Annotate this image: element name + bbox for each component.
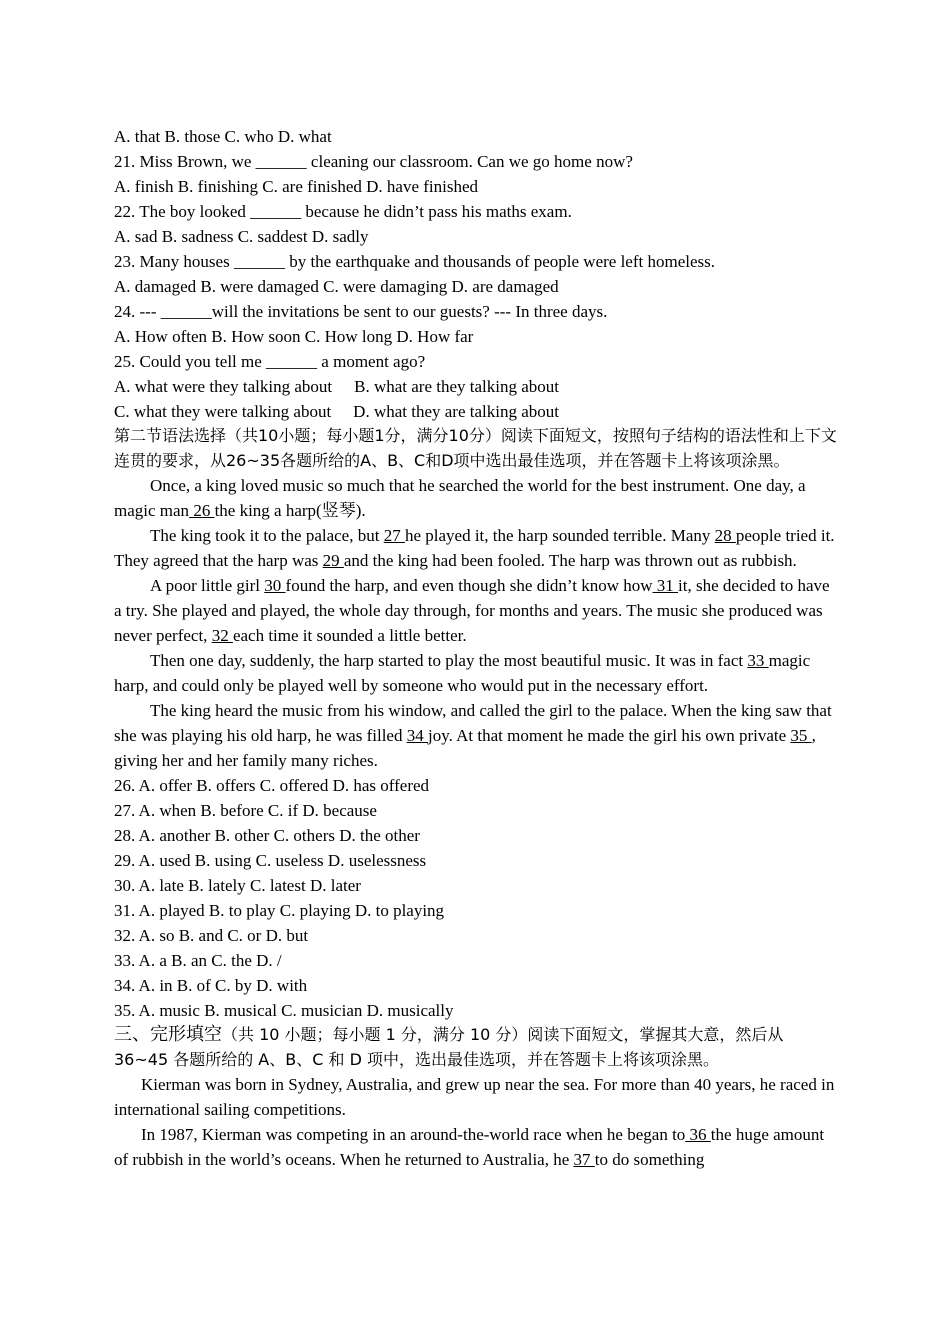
- q25-option-b: B. what are they talking about: [354, 377, 559, 396]
- option-row-28: 28. A. another B. other C. others D. the other: [114, 826, 420, 845]
- q23-stem: 23. Many houses ______ by the earthquake and thousands of people were left homeless.: [114, 252, 715, 271]
- q21-stem: 21. Miss Brown, we ______ cleaning our classroom. Can we go home now?: [114, 152, 633, 171]
- section3-instructions: 三、完形填空（共 10 小题；每小题 1 分，满分 10 分）阅读下面短文，掌握其大意，然后从 36~45 各题所给的 A、B、C 和 D 项中，选出最佳选项，并在答题卡上将该项涂黑。: [114, 1024, 784, 1069]
- option-row-32: 32. A. so B. and C. or D. but: [114, 926, 309, 945]
- blank-27: 27: [383, 526, 405, 545]
- exam-page: [114, 124, 838, 1172]
- blank-34: 34: [406, 726, 428, 745]
- blank-37: 37: [573, 1150, 595, 1169]
- passage2-paragraph-2: In 1987, Kierman was competing in an around-the-world race when he began to 36 the huge amount of rubbish in the world’s oceans. When he returned to Australia, he 37 to do something: [114, 1125, 825, 1169]
- blank-33: 33: [747, 651, 769, 670]
- passage2-paragraph-1: Kierman was born in Sydney, Australia, and grew up near the sea. For more than 40 years, he raced in international sailing competitions.: [114, 1075, 835, 1119]
- option-row-30: 30. A. late B. lately C. latest D. later: [114, 876, 361, 895]
- option-row-27: 27. A. when B. before C. if D. because: [114, 801, 377, 820]
- blank-26: 26: [189, 501, 215, 520]
- q25-options-ab: [114, 374, 838, 399]
- blank-35: 35: [790, 726, 812, 745]
- blank-32: 32: [211, 626, 233, 645]
- q25-options-cd: [114, 399, 838, 424]
- q20-options: A. that B. those C. who D. what: [114, 127, 332, 146]
- option-row-34: 34. A. in B. of C. by D. with: [114, 976, 308, 995]
- passage1-paragraph-1: Once, a king loved music so much that he searched the world for the best instrument. One day, a magic man 26 the king a harp(竖琴).: [114, 476, 806, 520]
- q24-options: A. How often B. How soon C. How long D. How far: [114, 327, 474, 346]
- q23-options: A. damaged B. were damaged C. were damaging D. are damaged: [114, 277, 559, 296]
- section2-instructions: 第二节语法选择（共10小题；每小题1分，满分10分）阅读下面短文，按照句子结构的语法性和上下文连贯的要求，从26~35各题所给的A、B、C和D项中选出最佳选项，并在答题卡上将该项涂黑。: [114, 426, 837, 470]
- q25-option-d: D. what they are talking about: [353, 402, 559, 421]
- passage1-paragraph-4: Then one day, suddenly, the harp started to play the most beautiful music. It was in fact 33 magic harp, and could only be played well by someone who would put in the necessary effort.: [114, 651, 811, 695]
- q25-option-a: A. what were they talking about: [114, 377, 333, 396]
- option-row-35: 35. A. music B. musical C. musician D. musically: [114, 1001, 454, 1020]
- blank-28: 28: [714, 526, 736, 545]
- blank-30: 30: [264, 576, 286, 595]
- q25-option-c: C. what they were talking about: [114, 402, 332, 421]
- option-row-29: 29. A. used B. using C. useless D. uselessness: [114, 851, 427, 870]
- passage1-paragraph-5: The king heard the music from his window, and called the girl to the palace. When the king saw that she was playing his old harp, he was filled 34 joy. At that moment he made the girl his own private 35 , giving her and her family many riches.: [114, 701, 832, 770]
- q21-options: A. finish B. finishing C. are finished D. have finished: [114, 177, 479, 196]
- passage1-paragraph-3: A poor little girl 30 found the harp, and even though she didn’t know how 31 it, she decided to have a try. She played and played, the whole day through, for months and years. The music she produced was never perfect, 32 each time it sounded a little better.: [114, 576, 830, 645]
- passage1-paragraph-2: The king took it to the palace, but 27 he played it, the harp sounded terrible. Many 28 people tried it. They agreed that the harp was 29 and the king had been fooled. The harp was thrown out as rubbish.: [114, 526, 835, 570]
- blank-36: 36: [685, 1125, 711, 1144]
- q22-stem: 22. The boy looked ______ because he didn’t pass his maths exam.: [114, 202, 572, 221]
- option-row-33: 33. A. a B. an C. the D. /: [114, 951, 282, 970]
- q22-options: A. sad B. sadness C. saddest D. sadly: [114, 227, 369, 246]
- q24-stem: 24. --- ______will the invitations be sent to our guests? --- In three days.: [114, 302, 608, 321]
- blank-29: 29: [322, 551, 344, 570]
- option-row-26: 26. A. offer B. offers C. offered D. has offered: [114, 776, 430, 795]
- blank-31: 31: [652, 576, 679, 595]
- q25-stem: 25. Could you tell me ______ a moment ago?: [114, 352, 426, 371]
- option-row-31: 31. A. played B. to play C. playing D. to playing: [114, 901, 445, 920]
- section3-title: 三、完形填空: [114, 1024, 222, 1045]
